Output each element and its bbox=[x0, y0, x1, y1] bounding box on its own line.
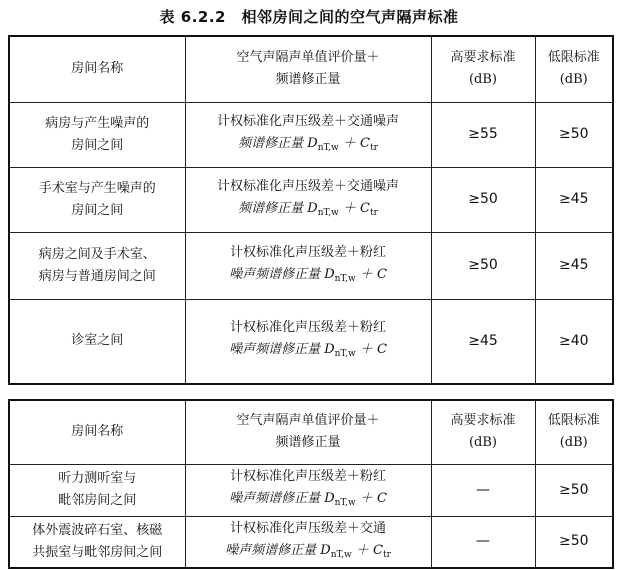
header-room-name: 房间名称 bbox=[9, 36, 185, 102]
header-row bbox=[9, 36, 613, 102]
room-name-cell: 听力测听室与 毗邻房间之间 bbox=[9, 464, 185, 516]
header-room-name: 房间名称 bbox=[9, 400, 185, 464]
room-name-cell: 诊室之间 bbox=[9, 299, 185, 384]
low-standard-cell: ≥45 bbox=[535, 167, 613, 232]
header-evaluation: 空气声隔声单值评价量＋ 频谱修正量 bbox=[185, 36, 431, 102]
header-high-standard: 高要求标准 (dB) bbox=[431, 36, 535, 102]
low-standard-cell: ≥45 bbox=[535, 232, 613, 299]
room-name-cell: 病房之间及手术室、 病房与普通房间之间 bbox=[9, 232, 185, 299]
high-standard-cell: ≥55 bbox=[431, 102, 535, 167]
evaluation-cell: 计权标准化声压级差＋粉红 噪声频谱修正量 $D_{nT,w} + C$ bbox=[185, 232, 431, 299]
sound-insulation-table-part1 bbox=[8, 35, 614, 385]
high-standard-cell: — bbox=[431, 516, 535, 568]
table-row bbox=[9, 232, 613, 299]
sound-insulation-table-part2 bbox=[8, 399, 614, 569]
header-evaluation: 空气声隔声单值评价量＋ 频谱修正量 bbox=[185, 400, 431, 464]
table-title: 表 6.2.2 相邻房间之间的空气声隔声标准 bbox=[159, 8, 459, 26]
high-standard-cell: ≥50 bbox=[431, 232, 535, 299]
header-low-standard: 低限标准 (dB) bbox=[535, 400, 613, 464]
evaluation-cell: 计权标准化声压级差＋交通噪声 频谱修正量 $D_{nT,w} + C_{tr}$ bbox=[185, 167, 431, 232]
low-standard-cell: ≥40 bbox=[535, 299, 613, 384]
evaluation-cell: 计权标准化声压级差＋粉红 噪声频谱修正量 $D_{nT,w} + C$ bbox=[185, 464, 431, 516]
table-row bbox=[9, 299, 613, 384]
high-standard-cell: ≥50 bbox=[431, 167, 535, 232]
room-name-cell: 手术室与产生噪声的 房间之间 bbox=[9, 167, 185, 232]
evaluation-cell: 计权标准化声压级差＋粉红 噪声频谱修正量 $D_{nT,w} + C$ bbox=[185, 299, 431, 384]
high-standard-cell: — bbox=[431, 464, 535, 516]
evaluation-cell: 计权标准化声压级差＋交通噪声 频谱修正量 $D_{nT,w} + C_{tr}$ bbox=[185, 102, 431, 167]
header-high-standard: 高要求标准 (dB) bbox=[431, 400, 535, 464]
table-row bbox=[9, 102, 613, 167]
table-row bbox=[9, 464, 613, 516]
table-row bbox=[9, 167, 613, 232]
low-standard-cell: ≥50 bbox=[535, 516, 613, 568]
evaluation-cell: 计权标准化声压级差＋交通 噪声频谱修正量 $D_{nT,w} + C_{tr}$ bbox=[185, 516, 431, 568]
low-standard-cell: ≥50 bbox=[535, 102, 613, 167]
table-row bbox=[9, 516, 613, 568]
header-low-standard: 低限标准 (dB) bbox=[535, 36, 613, 102]
low-standard-cell: ≥50 bbox=[535, 464, 613, 516]
room-name-cell: 病房与产生噪声的 房间之间 bbox=[9, 102, 185, 167]
header-row bbox=[9, 400, 613, 464]
room-name-cell: 体外震波碎石室、核磁 共振室与毗邻房间之间 bbox=[9, 516, 185, 568]
high-standard-cell: ≥45 bbox=[431, 299, 535, 384]
